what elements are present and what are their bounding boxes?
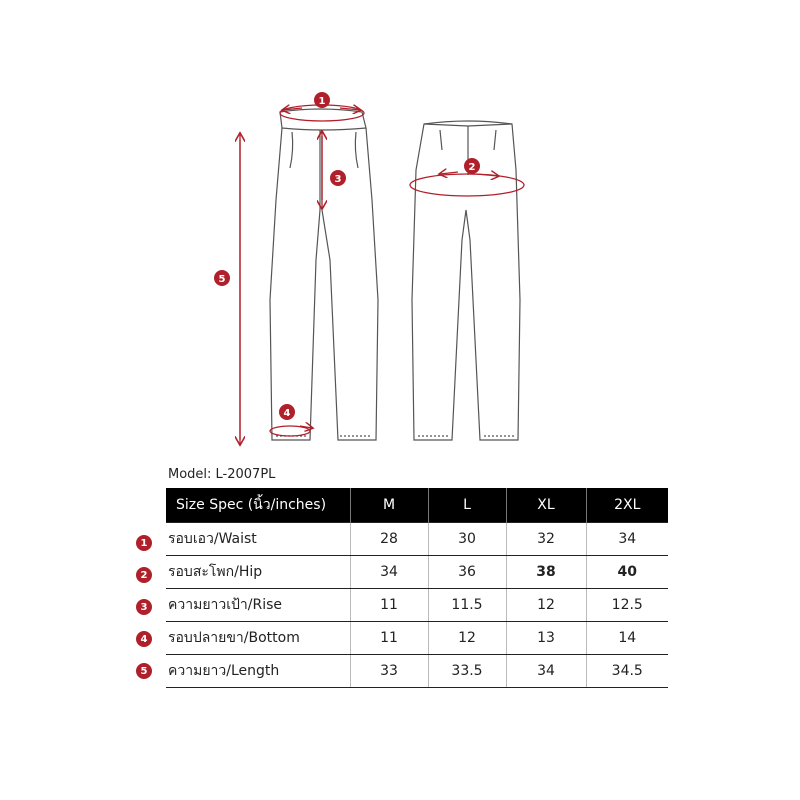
- header-size-xl: XL: [506, 488, 586, 523]
- table-row: [166, 523, 668, 556]
- pants-front-view: [270, 109, 378, 440]
- table-cell: 33: [350, 655, 428, 688]
- marker-2-label: 2: [468, 162, 476, 173]
- table-row: [166, 622, 668, 655]
- table-cell: 28: [350, 523, 428, 556]
- marker-5-label: 5: [218, 274, 226, 285]
- table-row: [166, 556, 668, 589]
- bottom-measure: [270, 404, 312, 436]
- table-header-row: [166, 488, 668, 523]
- table-cell: 40: [586, 556, 668, 589]
- header-size-spec: Size Spec (นิ้ว/inches): [166, 488, 350, 523]
- hip-measure: [410, 158, 524, 196]
- table-cell: 11.5: [428, 589, 506, 622]
- table-cell: 34: [586, 523, 668, 556]
- table-cell: 36: [428, 556, 506, 589]
- table-cell: 11: [350, 589, 428, 622]
- marker-3-label: 3: [334, 174, 342, 185]
- table-cell: 12: [506, 589, 586, 622]
- waist-measure: [280, 92, 364, 121]
- row-marker-5: 5: [136, 663, 152, 679]
- row-marker-4: 4: [136, 631, 152, 647]
- header-size-m: M: [350, 488, 428, 523]
- table-cell: 33.5: [428, 655, 506, 688]
- table-cell: 13: [506, 622, 586, 655]
- header-size-l: L: [428, 488, 506, 523]
- header-size-2xl: 2XL: [586, 488, 668, 523]
- table-cell: 30: [428, 523, 506, 556]
- table-cell: 34: [350, 556, 428, 589]
- rise-measure: [322, 132, 346, 208]
- table-cell: 12.5: [586, 589, 668, 622]
- marker-1-label: 1: [318, 96, 326, 107]
- row-marker-3: 3: [136, 599, 152, 615]
- table-cell: 11: [350, 622, 428, 655]
- row-label-hip: รอบสะโพก/Hip: [166, 556, 350, 589]
- row-marker-1: 1: [136, 535, 152, 551]
- table-cell: 34.5: [586, 655, 668, 688]
- table-row: [166, 655, 668, 688]
- table-row: [166, 589, 668, 622]
- row-label-waist: รอบเอว/Waist: [166, 523, 350, 556]
- marker-4-label: 4: [283, 408, 291, 419]
- row-label-rise: ความยาวเป้า/Rise: [166, 589, 350, 622]
- row-marker-2: 2: [136, 567, 152, 583]
- table-cell: 12: [428, 622, 506, 655]
- row-label-bottom: รอบปลายขา/Bottom: [166, 622, 350, 655]
- row-label-length: ความยาว/Length: [166, 655, 350, 688]
- table-cell: 34: [506, 655, 586, 688]
- table-cell: 38: [506, 556, 586, 589]
- length-measure: [214, 134, 240, 444]
- table-cell: 32: [506, 523, 586, 556]
- model-label: Model: L-2007PL: [168, 467, 276, 482]
- size-spec-table: [166, 488, 668, 688]
- table-cell: 14: [586, 622, 668, 655]
